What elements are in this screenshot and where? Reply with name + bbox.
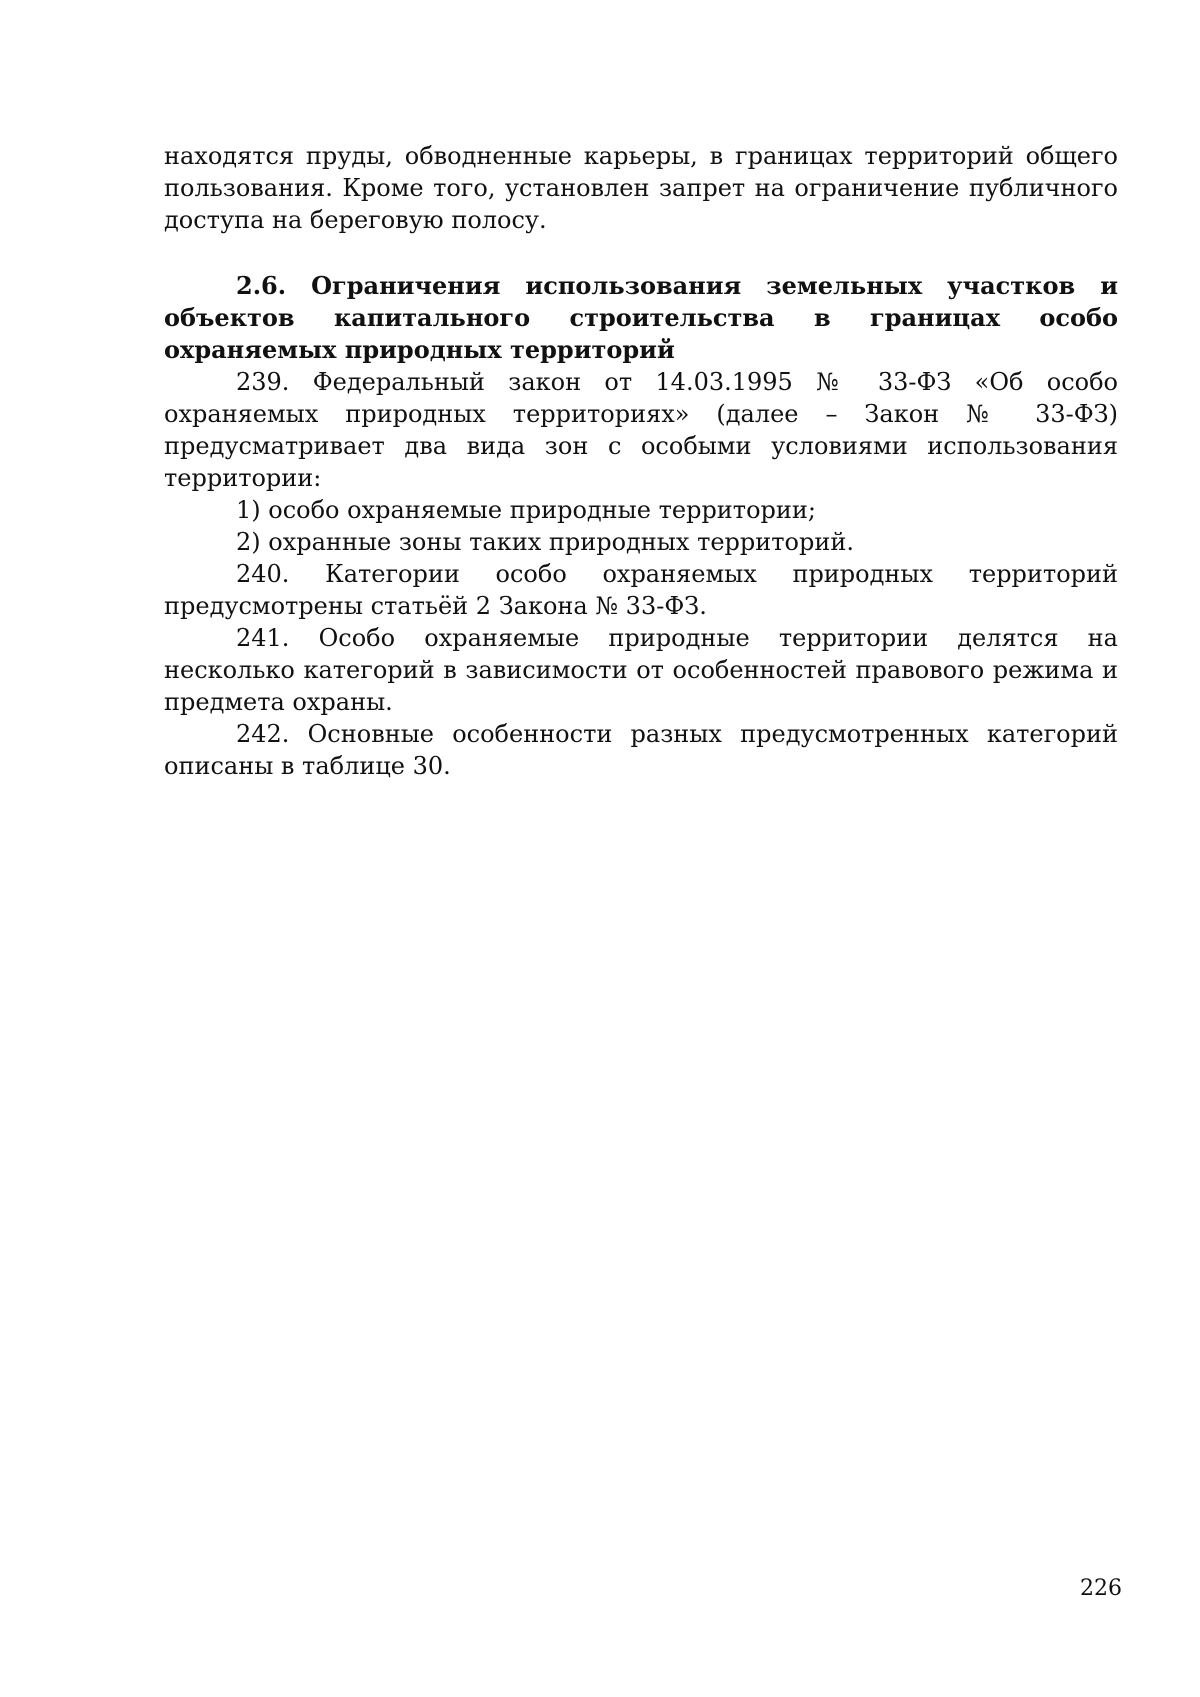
intro-block: [164, 140, 1118, 236]
paragraph-242: 242. Основные особенности разных предусмотренных категорий описаны в таблице 30.: [164, 720, 1118, 780]
paragraph-239: 239. Федеральный закон от 14.03.1995 № 33-ФЗ «Об особо охраняемых природных территориях» (далее – Закон № 33-ФЗ) предусматривает два вида зон с особыми условиями использования территории:: [164, 368, 1118, 492]
list-item-2: 2) охранные зоны таких природных территорий.: [236, 528, 854, 556]
paragraph-241: 241. Особо охраняемые природные территории делятся на несколько категорий в зависимости от особенностей правового режима и предмета охраны.: [164, 624, 1118, 716]
intro-paragraph: находятся пруды, обводненные карьеры, в границах территорий общего пользования. Кроме того, установлен запрет на ограничение публичного доступа на береговую полосу.: [164, 142, 1118, 234]
paragraph-240: 240. Категории особо охраняемых природных территорий предусмотрены статьёй 2 Закона № 33-ФЗ.: [164, 560, 1118, 620]
list-item-1: 1) особо охраняемые природные территории;: [236, 496, 816, 524]
page-number: 226: [1080, 1576, 1122, 1601]
section-heading: 2.6. Ограничения использования земельных участков и объектов капитального строительства в границах особо охраняемых природных территорий: [164, 271, 1118, 364]
section-2-6: [164, 270, 1118, 782]
